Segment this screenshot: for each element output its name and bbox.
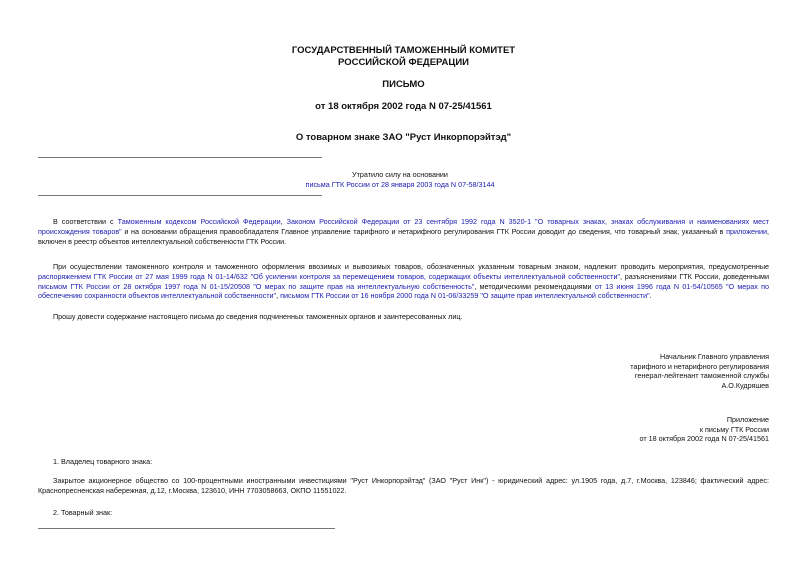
p2-text-2: , разъяснениями ГТК России, доведенными	[620, 271, 769, 281]
signature-line2: тарифного и нетарифного регулирования	[630, 361, 769, 371]
paragraph-2	[38, 262, 769, 301]
doc-subject: О товарном знаке ЗАО "Руст Инкорпорэйтэд"	[295, 132, 512, 143]
p1-link-trademark-law[interactable]: Законом Российской Федерации от 23 сентября 1992 года N 3520-1 "О товарных знаках, знаках обслуживания и наименованиях мест происхождения товаров"	[38, 217, 769, 236]
divider-bottom	[38, 528, 335, 529]
p2-text-4: ,	[276, 291, 281, 301]
signature-name: А.О.Кудряшев	[721, 380, 769, 390]
doc-type: ПИСЬМО	[382, 79, 425, 90]
appendix-line1: Приложение	[726, 415, 769, 424]
org-title-line2: РОССИЙСКОЙ ФЕДЕРАЦИИ	[337, 57, 469, 68]
p2-link-letter-1997[interactable]: письмом ГТК России от 28 октября 1997 года N 01-15/20508 "О мерах по защите прав на интеллектуальную собственность"	[38, 281, 475, 291]
section1-title: 1. Владелец товарного знака:	[53, 457, 153, 466]
signature-line3: генерал-лейтенант таможенной службы	[634, 371, 769, 381]
divider-top	[38, 157, 322, 158]
signature-block	[469, 352, 769, 390]
org-title-line1: ГОСУДАРСТВЕННЫЙ ТАМОЖЕННЫЙ КОМИТЕТ	[291, 45, 516, 56]
section2-title: 2. Товарный знак:	[53, 508, 113, 517]
p2-link-order-1999[interactable]: распоряжением ГТК России от 27 мая 1999 года N 01-14/632 "Об усилении контроля за перемещением товаров, содержащих объекты интеллектуальной собственности"	[38, 271, 621, 281]
status-line: Утратило силу на основании	[352, 170, 448, 179]
p1-text-2: ,	[280, 217, 287, 226]
p2-text-5: .	[649, 291, 652, 301]
status-link[interactable]: письма ГТК России от 28 января 2003 года N 07-58/3144	[305, 180, 495, 189]
section1-text: Закрытое акционерное общество со 100-процентными иностранными инвестициями "Руст Инкорпорэйтэд" (ЗАО "Руст Инк") - юридический адрес: ул.1905 года, д.7, г.Москва, 123846; фактический адрес: Краснопресненская набережная, д.12, г.Москва, 123610, ИНН 7703058663, ОКПО 11551022.	[38, 476, 769, 495]
divider-status	[38, 195, 322, 196]
p2-text-1: При осуществлении таможенного контроля и таможенного оформления ввозимых и вывозимых товаров, обозначенных указанным товарным знаком, надлежит проводить мероприятия, предусмотренные	[53, 262, 769, 271]
appendix-line3: от 18 октября 2002 года N 07-25/41561	[639, 434, 769, 444]
doc-date: от 18 октября 2002 года N 07-25/41561	[315, 101, 492, 112]
signature-line1: Начальник Главного управления	[660, 352, 769, 361]
p2-link-letter-2000[interactable]: письмом ГТК России от 16 ноября 2000 года N 01-06/33259 "О защите прав интеллектуальной собственности"	[280, 291, 650, 301]
p1-text-1: В соответствии с	[53, 217, 118, 226]
paragraph-3: Прошу довести содержание настоящего письма до сведения подчиненных таможенных органов и заинтересованных лиц.	[53, 312, 463, 321]
p1-link-appendix[interactable]: приложении	[726, 226, 767, 236]
p1-text-4: , включен в реестр объектов интеллектуальной собственности ГТК России.	[38, 226, 769, 246]
appendix-line2: к письму ГТК России	[699, 424, 769, 434]
p2-text-3: , методическими рекомендациями	[474, 281, 595, 291]
paragraph-1	[38, 217, 769, 246]
p1-text-3: и на основании обращения правообладателя Главное управление тарифного и нетарифного регулирования ГТК России доводит до сведения, что товарный знак, указанный в	[121, 226, 727, 236]
p1-link-customs-code[interactable]: Таможенным кодексом Российской Федерации	[117, 217, 281, 226]
appendix-block	[469, 415, 769, 444]
p2-link-recommendations-1996[interactable]: от 13 июня 1996 года N 01-54/10565 "О мерах по обеспечению сохранности объектов интеллектуальной собственности"	[38, 281, 769, 301]
